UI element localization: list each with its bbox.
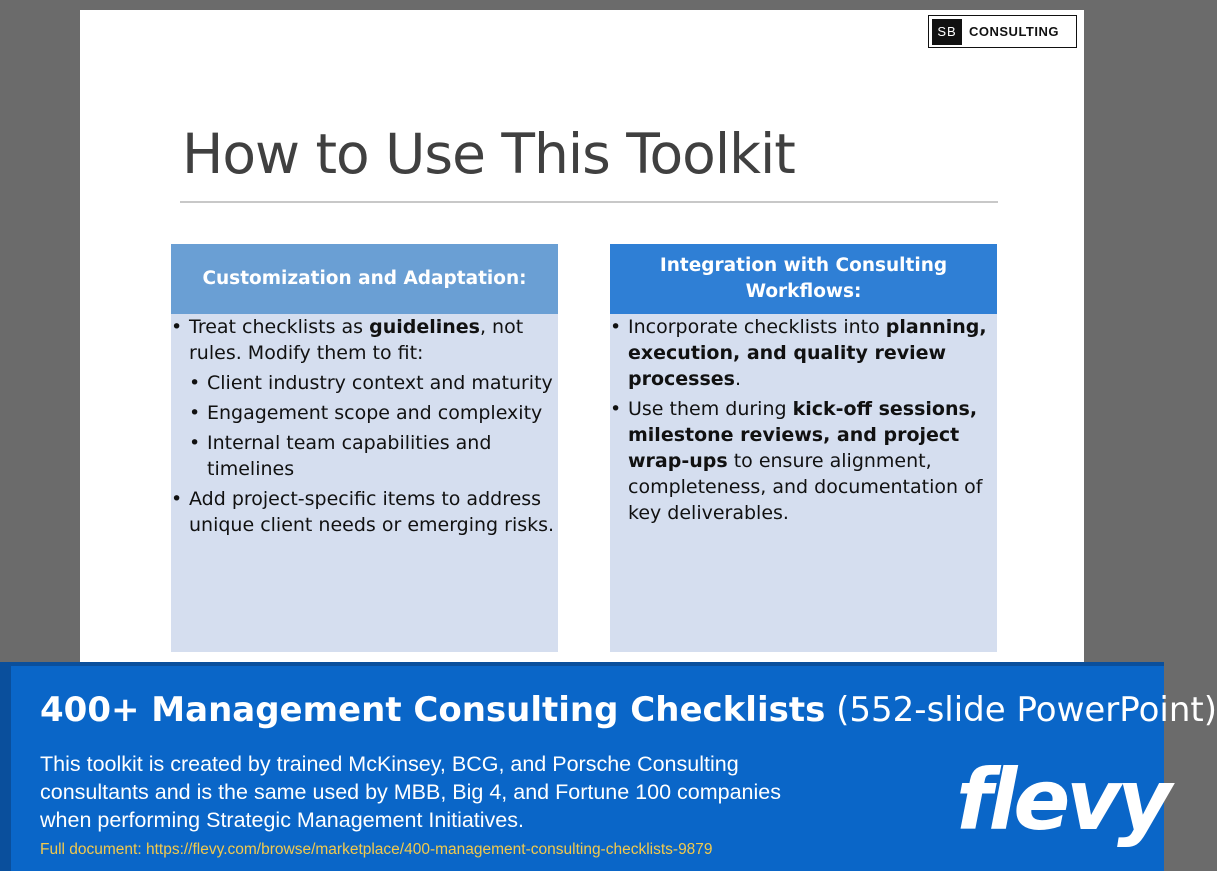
list-item: • Add project-specific items to address unique client needs or emerging risks.	[171, 486, 558, 538]
list-item: • Incorporate checklists into planning, execution, and quality review processes.	[610, 314, 997, 392]
banner-edge	[0, 666, 11, 871]
integration-heading: Integration with Consulting Workflows:	[610, 244, 997, 314]
sub-list-item: • Client industry context and maturity	[189, 370, 558, 396]
promo-banner	[0, 662, 1217, 871]
slide	[80, 10, 1084, 662]
logo-word: CONSULTING	[969, 24, 1059, 39]
sb-consulting-logo	[928, 15, 1077, 48]
page-title: How to Use This Toolkit	[182, 122, 795, 186]
full-document-link[interactable]: Full document: https://flevy.com/browse/marketplace/400-management-consulting-checklists-9879	[40, 841, 713, 858]
sub-list	[189, 370, 558, 482]
title-divider	[180, 201, 998, 203]
sub-list-item: • Engagement scope and complexity	[189, 400, 558, 426]
banner-description: This toolkit is created by trained McKinsey, BCG, and Porsche Consulting consultants and is the same used by MBB, Big 4, and Fortune 100 companies when performing Strategic Management Initiatives.	[40, 752, 781, 832]
customization-list	[171, 314, 558, 538]
integration-panel	[610, 244, 997, 652]
banner-title: 400+ Management Consulting Checklists (552-slide PowerPoint)	[40, 690, 1217, 730]
sub-list-item: • Internal team capabilities and timelines	[189, 430, 558, 482]
customization-heading: Customization and Adaptation:	[171, 244, 558, 314]
flevy-logo[interactable]: flevy	[956, 751, 1168, 849]
integration-list	[610, 314, 997, 526]
logo-badge: SB	[932, 19, 962, 45]
customization-panel	[171, 244, 558, 652]
list-item: • Use them during kick-off sessions, milestone reviews, and project wrap-ups to ensure alignment, completeness, and documentation of key deliverables.	[610, 396, 997, 526]
list-item: • Treat checklists as guidelines, not rules. Modify them to fit: • Client industry context and maturity • Engagement scope and complexity • Internal team capabilities and timelines	[171, 314, 558, 482]
